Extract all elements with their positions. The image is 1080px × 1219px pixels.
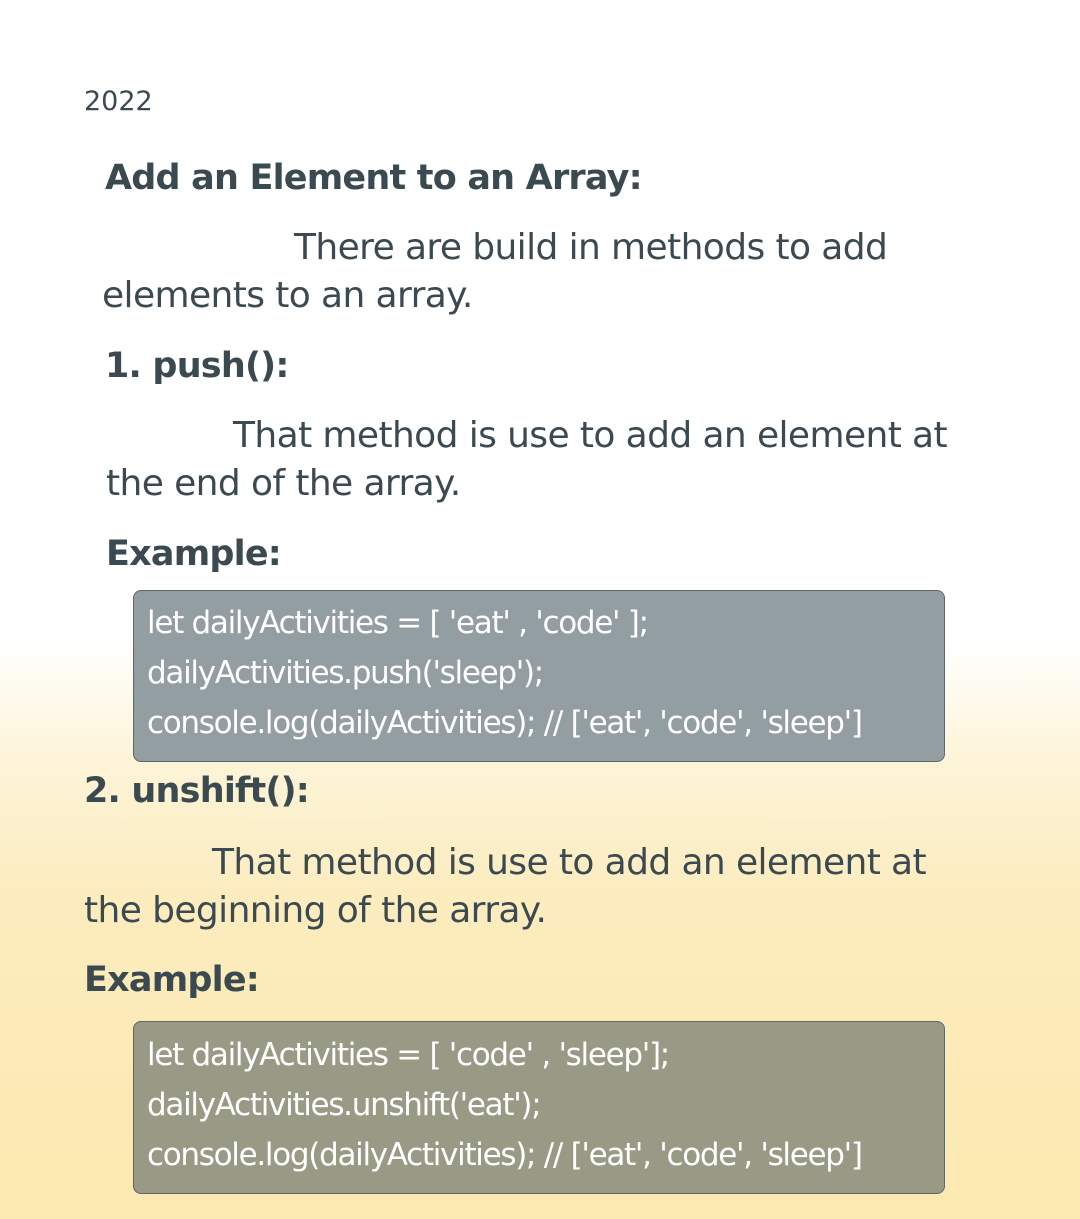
push-desc-line-2: the end of the array. [106,463,461,504]
intro-line-1: There are build in methods to add [294,227,888,268]
push-desc-line-1: That method is use to add an element at [233,415,948,456]
code-line: console.log(dailyActivities); // ['eat', 'code', 'sleep'] [147,1137,862,1173]
unshift-title: 2. unshift(): [84,771,309,811]
unshift-code-block [133,1021,945,1194]
unshift-desc-line-1: That method is use to add an element at [212,842,927,883]
code-line: dailyActivities.push('sleep'); [147,655,543,691]
intro-line-2: elements to an array. [102,275,473,316]
year-label: 2022 [84,86,153,117]
code-line: dailyActivities.unshift('eat'); [147,1087,541,1123]
unshift-example-label: Example: [84,960,259,1000]
push-title: 1. push(): [105,346,289,386]
code-line: console.log(dailyActivities); // ['eat', 'code', 'sleep'] [147,705,862,741]
push-code-block [133,590,945,762]
section-title: Add an Element to an Array: [105,158,642,198]
code-line: let dailyActivities = [ 'code' , 'sleep']; [147,1037,669,1073]
code-line: let dailyActivities = [ 'eat' , 'code' ]; [147,605,648,641]
push-example-label: Example: [106,534,281,574]
unshift-desc-line-2: the beginning of the array. [84,890,547,931]
